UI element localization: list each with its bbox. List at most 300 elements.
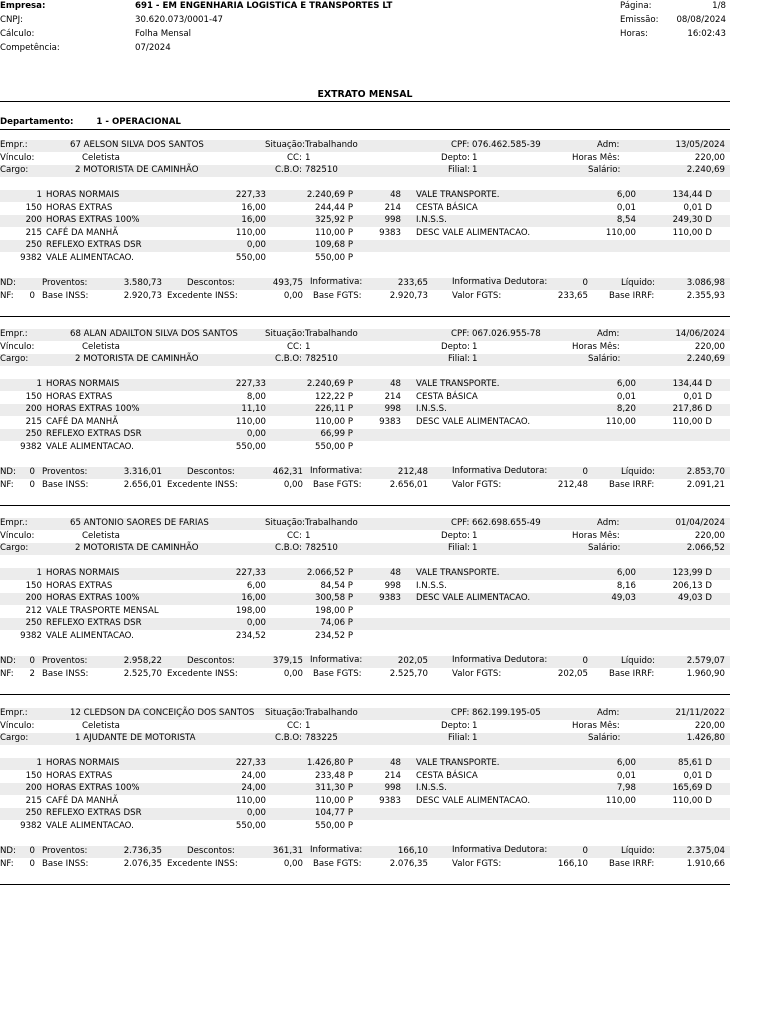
provento-code: 150 <box>25 770 42 781</box>
desconto-value: 165,69 D <box>672 783 712 794</box>
depto-label: Depto: <box>441 152 470 163</box>
valor-fgts-label: Valor FGTS: <box>452 480 502 490</box>
provento-desc: VALE ALIMENTACAO. <box>46 631 134 641</box>
provento-value: 74,06 P <box>320 618 353 629</box>
provento-desc: HORAS EXTRAS <box>46 580 113 591</box>
valor-fgts-label: Valor FGTS: <box>452 859 502 869</box>
desconto-desc: VALE TRANSPORTE. <box>416 758 500 768</box>
cpf-value: 662.698.655-49 <box>472 518 541 528</box>
desconto-desc: I.N.S.S. <box>416 783 447 794</box>
vinculo-label: Vínculo: <box>0 720 35 731</box>
excedente-inss-value: 0,00 <box>283 480 303 490</box>
desconto-value: 49,03 D <box>678 593 712 604</box>
provento-desc: HORAS EXTRAS 100% <box>46 404 140 415</box>
base-inss-value: 2.076,35 <box>123 859 162 869</box>
base-inss-label: Base INSS: <box>42 291 89 301</box>
descontos-total: 493,75 <box>272 278 303 288</box>
cargo-value: 2 MOTORISTA DE CAMINHÃO <box>75 543 199 553</box>
employee-block <box>0 518 730 713</box>
provento-value: 104,77 P <box>315 808 353 819</box>
provento-code: 215 <box>25 795 42 806</box>
desconto-code: 9383 <box>379 593 401 604</box>
emissao-value: 08/08/2024 <box>676 15 726 25</box>
provento-ref: 550,00 <box>235 253 266 263</box>
provento-ref: 11,10 <box>241 404 266 415</box>
filial-value: 1 <box>472 543 478 553</box>
provento-code: 1 <box>36 190 42 200</box>
horas-label: Horas: <box>620 29 648 39</box>
descontos-label: Descontos: <box>187 656 235 666</box>
nd-label: ND: <box>0 846 16 856</box>
liquido-value: 2.853,70 <box>686 467 725 477</box>
provento-desc: HORAS NORMAIS <box>46 379 120 389</box>
provento-ref: 16,00 <box>241 593 266 604</box>
employee-name: 12 CLEDSON DA CONCEIÇÃO DOS SANTOS <box>70 708 255 718</box>
provento-desc: HORAS EXTRAS 100% <box>46 593 140 604</box>
base-irrf-label: Base IRRF: <box>609 669 655 679</box>
informativa-dedutora-label: Informativa Dedutora: <box>452 277 548 287</box>
employee-divider <box>0 884 730 885</box>
base-fgts-label: Base FGTS: <box>313 291 362 301</box>
provento-desc: HORAS EXTRAS <box>46 391 113 402</box>
depto-label: Depto: <box>441 530 470 541</box>
provento-desc: REFLEXO EXTRAS DSR <box>46 240 142 251</box>
provento-code: 215 <box>25 416 42 427</box>
situacao-value: Trabalhando <box>305 329 358 339</box>
provento-ref: 16,00 <box>241 215 266 226</box>
desconto-value: 249,30 D <box>672 215 712 226</box>
provento-code: 212 <box>25 605 42 616</box>
desconto-value: 123,99 D <box>672 568 712 578</box>
descontos-total: 361,31 <box>272 846 303 856</box>
dept-divider <box>0 129 730 130</box>
provento-value: 198,00 P <box>315 605 353 616</box>
provento-code: 200 <box>25 593 42 604</box>
provento-value: 550,00 P <box>315 821 353 831</box>
provento-value: 109,68 P <box>315 240 353 251</box>
filial-value: 1 <box>472 354 478 364</box>
base-fgts-value: 2.076,35 <box>389 859 428 869</box>
excedente-inss-label: Excedente INSS: <box>167 480 238 490</box>
provento-desc: HORAS EXTRAS 100% <box>46 215 140 226</box>
base-irrf-value: 2.091,21 <box>686 480 725 490</box>
report-header <box>0 1 768 61</box>
cpf-value: 076.462.585-39 <box>472 140 541 150</box>
desconto-ref: 110,00 <box>605 416 636 427</box>
depto-value: 1 <box>472 530 478 541</box>
horas-mes-value: 220,00 <box>694 152 725 163</box>
proventos-label: Proventos: <box>42 467 88 477</box>
provento-code: 200 <box>25 783 42 794</box>
employee-divider <box>0 694 730 695</box>
cpf-label: CPF: <box>451 140 470 150</box>
horas-mes-label: Horas Mês: <box>572 152 620 163</box>
cc-value: 1 <box>305 152 311 163</box>
vinculo-value: Celetista <box>82 152 120 163</box>
departamento-label: Departamento: <box>0 117 74 127</box>
desconto-value: 206,13 D <box>672 580 712 591</box>
provento-value: 110,00 P <box>315 227 353 238</box>
provento-value: 1.426,80 P <box>306 758 353 768</box>
situacao-label: Situação: <box>265 329 306 339</box>
provento-value: 233,48 P <box>315 770 353 781</box>
filial-value: 1 <box>472 733 478 743</box>
cpf-value: 862.199.195-05 <box>472 708 541 718</box>
liquido-value: 3.086,98 <box>686 278 725 288</box>
provento-desc: VALE TRASPORTE MENSAL <box>46 605 159 616</box>
desconto-value: 0,01 D <box>683 770 712 781</box>
nd-value: 0 <box>29 467 35 477</box>
desconto-ref: 110,00 <box>605 227 636 238</box>
salario-label: Salário: <box>588 543 621 553</box>
pagina-label: Página: <box>620 1 652 11</box>
descontos-total: 462,31 <box>272 467 303 477</box>
valor-fgts-value: 212,48 <box>557 480 588 490</box>
provento-code: 9382 <box>20 253 42 263</box>
provento-value: 110,00 P <box>315 416 353 427</box>
departamento <box>0 117 181 127</box>
nd-label: ND: <box>0 278 16 288</box>
cbo-label: C.B.O: <box>275 165 302 175</box>
desconto-ref: 6,00 <box>616 758 636 768</box>
proventos-total: 3.580,73 <box>123 278 162 288</box>
situacao-label: Situação: <box>265 140 306 150</box>
cpf-value: 067.026.955-78 <box>472 329 541 339</box>
base-inss-label: Base INSS: <box>42 859 89 869</box>
informativa-dedutora-value: 0 <box>582 467 588 477</box>
informativa-dedutora-label: Informativa Dedutora: <box>452 845 548 855</box>
provento-ref: 16,00 <box>241 202 266 213</box>
employee-name: 65 ANTONIO SAORES DE FARIAS <box>70 518 209 528</box>
cc-value: 1 <box>305 720 311 731</box>
vinculo-value: Celetista <box>82 720 120 731</box>
desconto-value: 217,86 D <box>672 404 712 415</box>
provento-ref: 0,00 <box>246 240 266 251</box>
salario-label: Salário: <box>588 354 621 364</box>
proventos-label: Proventos: <box>42 278 88 288</box>
horas-mes-value: 220,00 <box>694 720 725 731</box>
depto-value: 1 <box>472 341 478 352</box>
base-fgts-value: 2.525,70 <box>389 669 428 679</box>
situacao-label: Situação: <box>265 708 306 718</box>
informativa-value: 166,10 <box>397 846 428 856</box>
nd-value: 0 <box>29 656 35 666</box>
provento-code: 250 <box>25 808 42 819</box>
provento-code: 9382 <box>20 631 42 641</box>
provento-ref: 227,33 <box>235 379 266 389</box>
desconto-code: 998 <box>384 580 401 591</box>
empr-label: Empr.: <box>0 329 28 339</box>
provento-code: 200 <box>25 215 42 226</box>
desconto-desc: DESC VALE ALIMENTACAO. <box>416 416 531 427</box>
cbo-value: 782510 <box>305 543 338 553</box>
base-fgts-label: Base FGTS: <box>313 859 362 869</box>
nf-label: NF: <box>0 669 14 679</box>
liquido-value: 2.579,07 <box>686 656 725 666</box>
empr-label: Empr.: <box>0 140 28 150</box>
provento-value: 226,11 P <box>315 404 353 415</box>
liquido-label: Líquido: <box>621 846 656 856</box>
provento-code: 150 <box>25 391 42 402</box>
employee-name: 67 AELSON SILVA DOS SANTOS <box>70 140 204 150</box>
horas-mes-label: Horas Mês: <box>572 530 620 541</box>
provento-value: 244,44 P <box>315 202 353 213</box>
cbo-value: 783225 <box>305 733 338 743</box>
desconto-ref: 0,01 <box>616 770 636 781</box>
excedente-inss-value: 0,00 <box>283 291 303 301</box>
nd-value: 0 <box>29 846 35 856</box>
desconto-desc: DESC VALE ALIMENTACAO. <box>416 795 531 806</box>
valor-fgts-label: Valor FGTS: <box>452 291 502 301</box>
informativa-label: Informativa: <box>310 466 363 476</box>
descontos-label: Descontos: <box>187 467 235 477</box>
nd-label: ND: <box>0 656 16 666</box>
depto-value: 1 <box>472 152 478 163</box>
provento-desc: VALE ALIMENTACAO. <box>46 821 134 831</box>
desconto-code: 998 <box>384 404 401 415</box>
excedente-inss-label: Excedente INSS: <box>167 859 238 869</box>
provento-ref: 24,00 <box>241 783 266 794</box>
cargo-value: 2 MOTORISTA DE CAMINHÃO <box>75 354 199 364</box>
desconto-ref: 8,54 <box>616 215 636 226</box>
informativa-dedutora-value: 0 <box>582 656 588 666</box>
base-fgts-value: 2.656,01 <box>389 480 428 490</box>
desconto-value: 0,01 D <box>683 202 712 213</box>
provento-desc: CAFÉ DA MANHÃ <box>46 227 119 238</box>
proventos-total: 3.316,01 <box>123 467 162 477</box>
cc-label: CC: <box>287 152 302 163</box>
desconto-ref: 0,01 <box>616 202 636 213</box>
provento-desc: HORAS EXTRAS <box>46 202 113 213</box>
cbo-label: C.B.O: <box>275 543 302 553</box>
desconto-code: 9383 <box>379 227 401 238</box>
provento-code: 9382 <box>20 821 42 831</box>
provento-desc: REFLEXO EXTRAS DSR <box>46 808 142 819</box>
emissao-label: Emissão: <box>620 15 659 25</box>
base-inss-label: Base INSS: <box>42 669 89 679</box>
provento-ref: 550,00 <box>235 442 266 452</box>
valor-fgts-value: 233,65 <box>557 291 588 301</box>
filial-label: Filial: <box>448 543 471 553</box>
desconto-code: 48 <box>390 568 401 578</box>
competencia-value: 07/2024 <box>135 43 171 53</box>
filial-value: 1 <box>472 165 478 175</box>
desconto-desc: CESTA BÁSICA <box>416 391 478 402</box>
informativa-label: Informativa: <box>310 845 363 855</box>
provento-code: 200 <box>25 404 42 415</box>
vinculo-label: Vínculo: <box>0 530 35 541</box>
provento-code: 250 <box>25 618 42 629</box>
provento-code: 215 <box>25 227 42 238</box>
excedente-inss-label: Excedente INSS: <box>167 291 238 301</box>
employee-block <box>0 708 730 903</box>
base-irrf-label: Base IRRF: <box>609 480 655 490</box>
cc-value: 1 <box>305 530 311 541</box>
salario-value: 2.240,69 <box>686 354 725 364</box>
departamento-value: 1 - OPERACIONAL <box>96 117 181 127</box>
desconto-desc: VALE TRANSPORTE. <box>416 190 500 200</box>
base-fgts-value: 2.920,73 <box>389 291 428 301</box>
cargo-label: Cargo: <box>0 543 29 553</box>
calculo-value: Folha Mensal <box>135 29 192 39</box>
provento-ref: 8,00 <box>246 391 266 402</box>
desconto-code: 9383 <box>379 416 401 427</box>
provento-code: 250 <box>25 429 42 440</box>
desconto-ref: 0,01 <box>616 391 636 402</box>
provento-ref: 0,00 <box>246 618 266 629</box>
provento-value: 550,00 P <box>315 442 353 452</box>
nf-value: 0 <box>29 291 35 301</box>
depto-label: Depto: <box>441 341 470 352</box>
informativa-dedutora-label: Informativa Dedutora: <box>452 466 548 476</box>
provento-value: 2.240,69 P <box>306 379 353 389</box>
adm-value: 01/04/2024 <box>675 518 725 528</box>
adm-label: Adm: <box>597 518 620 528</box>
adm-label: Adm: <box>597 140 620 150</box>
informativa-dedutora-label: Informativa Dedutora: <box>452 655 548 665</box>
desconto-value: 110,00 D <box>672 227 712 238</box>
desconto-desc: DESC VALE ALIMENTACAO. <box>416 593 531 604</box>
desconto-value: 0,01 D <box>683 391 712 402</box>
informativa-dedutora-value: 0 <box>582 846 588 856</box>
proventos-label: Proventos: <box>42 846 88 856</box>
informativa-label: Informativa: <box>310 655 363 665</box>
desconto-desc: CESTA BÁSICA <box>416 202 478 213</box>
adm-label: Adm: <box>597 329 620 339</box>
cargo-label: Cargo: <box>0 354 29 364</box>
desconto-code: 214 <box>384 770 401 781</box>
employee-block <box>0 140 730 335</box>
informativa-label: Informativa: <box>310 277 363 287</box>
cbo-value: 782510 <box>305 354 338 364</box>
excedente-inss-label: Excedente INSS: <box>167 669 238 679</box>
salario-value: 2.066,52 <box>686 543 725 553</box>
valor-fgts-value: 166,10 <box>557 859 588 869</box>
provento-ref: 227,33 <box>235 190 266 200</box>
provento-value: 234,52 P <box>315 631 353 641</box>
adm-value: 14/06/2024 <box>675 329 725 339</box>
depto-value: 1 <box>472 720 478 731</box>
informativa-value: 202,05 <box>397 656 428 666</box>
informativa-dedutora-value: 0 <box>582 278 588 288</box>
excedente-inss-value: 0,00 <box>283 859 303 869</box>
horas-mes-value: 220,00 <box>694 530 725 541</box>
desconto-code: 48 <box>390 758 401 768</box>
provento-desc: CAFÉ DA MANHÃ <box>46 416 119 427</box>
valor-fgts-value: 202,05 <box>557 669 588 679</box>
vinculo-label: Vínculo: <box>0 152 35 163</box>
horas-mes-value: 220,00 <box>694 341 725 352</box>
employee-divider <box>0 505 730 506</box>
salario-value: 1.426,80 <box>686 733 725 743</box>
cnpj-label: CNPJ: <box>0 15 24 25</box>
provento-desc: CAFÉ DA MANHÃ <box>46 795 119 806</box>
cargo-label: Cargo: <box>0 733 29 743</box>
desconto-ref: 6,00 <box>616 190 636 200</box>
provento-ref: 110,00 <box>235 416 266 427</box>
provento-desc: HORAS NORMAIS <box>46 190 120 200</box>
empr-label: Empr.: <box>0 518 28 528</box>
base-inss-label: Base INSS: <box>42 480 89 490</box>
title-divider <box>0 101 730 102</box>
proventos-label: Proventos: <box>42 656 88 666</box>
empresa-label: Empresa: <box>0 1 46 11</box>
nf-value: 0 <box>29 480 35 490</box>
provento-desc: REFLEXO EXTRAS DSR <box>46 429 142 440</box>
cc-label: CC: <box>287 720 302 731</box>
calculo-label: Cálculo: <box>0 29 35 39</box>
descontos-total: 379,15 <box>272 656 303 666</box>
liquido-label: Líquido: <box>621 467 656 477</box>
provento-ref: 550,00 <box>235 821 266 831</box>
cargo-value: 1 AJUDANTE DE MOTORISTA <box>75 733 196 743</box>
cpf-label: CPF: <box>451 518 470 528</box>
base-fgts-label: Base FGTS: <box>313 669 362 679</box>
desconto-desc: VALE TRANSPORTE. <box>416 379 500 389</box>
provento-ref: 110,00 <box>235 795 266 806</box>
provento-desc: HORAS EXTRAS 100% <box>46 783 140 794</box>
descontos-label: Descontos: <box>187 846 235 856</box>
provento-code: 150 <box>25 202 42 213</box>
desconto-code: 214 <box>384 391 401 402</box>
provento-desc: VALE ALIMENTACAO. <box>46 253 134 263</box>
vinculo-value: Celetista <box>82 530 120 541</box>
base-irrf-label: Base IRRF: <box>609 291 655 301</box>
provento-code: 1 <box>36 379 42 389</box>
provento-desc: HORAS EXTRAS <box>46 770 113 781</box>
provento-code: 9382 <box>20 442 42 452</box>
adm-label: Adm: <box>597 708 620 718</box>
desconto-ref: 6,00 <box>616 379 636 389</box>
desconto-ref: 8,20 <box>616 404 636 415</box>
situacao-value: Trabalhando <box>305 140 358 150</box>
desconto-code: 9383 <box>379 795 401 806</box>
cargo-label: Cargo: <box>0 165 29 175</box>
situacao-label: Situação: <box>265 518 306 528</box>
nf-label: NF: <box>0 480 14 490</box>
filial-label: Filial: <box>448 354 471 364</box>
desconto-ref: 110,00 <box>605 795 636 806</box>
salario-value: 2.240,69 <box>686 165 725 175</box>
horas-value: 16:02:43 <box>687 29 726 39</box>
provento-code: 1 <box>36 568 42 578</box>
provento-value: 2.240,69 P <box>306 190 353 200</box>
provento-ref: 110,00 <box>235 227 266 238</box>
base-inss-value: 2.656,01 <box>123 480 162 490</box>
desconto-ref: 7,98 <box>616 783 636 794</box>
provento-ref: 227,33 <box>235 758 266 768</box>
desconto-value: 110,00 D <box>672 416 712 427</box>
desconto-ref: 6,00 <box>616 568 636 578</box>
provento-ref: 227,33 <box>235 568 266 578</box>
desconto-code: 48 <box>390 190 401 200</box>
base-inss-value: 2.525,70 <box>123 669 162 679</box>
cpf-label: CPF: <box>451 708 470 718</box>
provento-value: 122,22 P <box>315 391 353 402</box>
base-irrf-value: 2.355,93 <box>686 291 725 301</box>
liquido-value: 2.375,04 <box>686 846 725 856</box>
empresa-value: 691 - EM ENGENHARIA LOGISTICA E TRANSPORTES LT <box>135 1 393 11</box>
provento-code: 250 <box>25 240 42 251</box>
provento-value: 550,00 P <box>315 253 353 263</box>
desconto-code: 998 <box>384 783 401 794</box>
competencia-label: Competência: <box>0 43 60 53</box>
nf-label: NF: <box>0 291 14 301</box>
vinculo-label: Vínculo: <box>0 341 35 352</box>
desconto-desc: DESC VALE ALIMENTACAO. <box>416 227 531 238</box>
filial-label: Filial: <box>448 733 471 743</box>
informativa-value: 212,48 <box>397 467 428 477</box>
